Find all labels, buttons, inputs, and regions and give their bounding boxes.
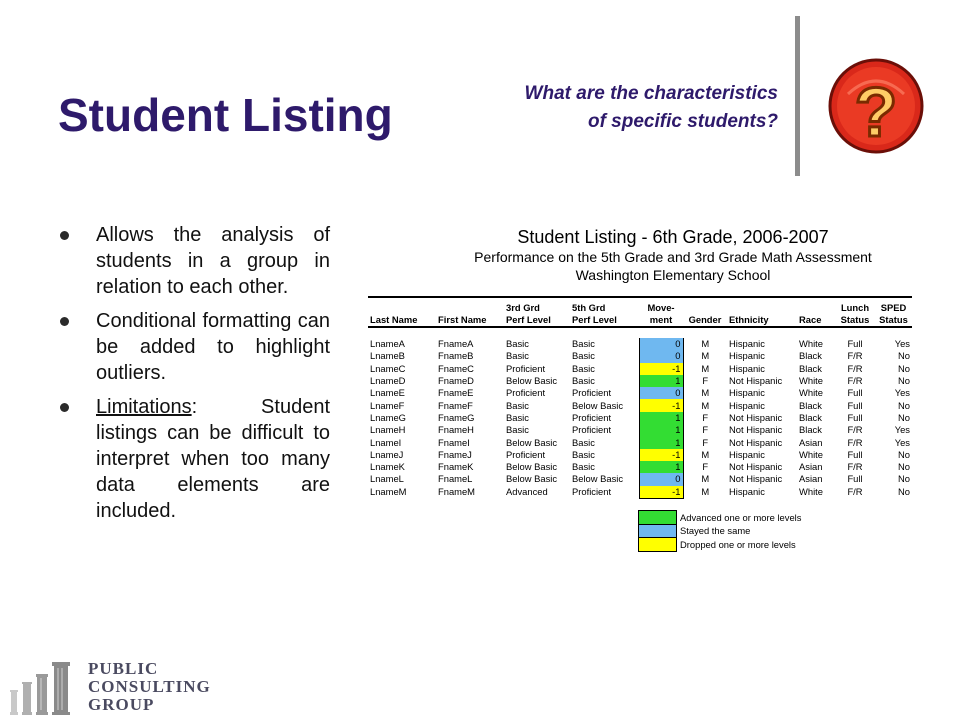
bullet-text: Conditional formatting can be added to highlight outliers. [96, 310, 330, 384]
cell-movement: 0 [639, 473, 683, 485]
cell-3rd-grade: Below Basic [506, 436, 558, 448]
cell-gender: F [702, 411, 709, 423]
cell-movement: -1 [639, 363, 683, 375]
cell-5th-grade: Basic [572, 362, 595, 374]
legend-label: Advanced one or more levels [680, 511, 802, 523]
legend-item [639, 524, 805, 538]
cell-gender: M [701, 338, 710, 350]
cell-last-name: LnameM [370, 485, 407, 497]
cell-last-name: LnameH [370, 424, 406, 436]
table-row [368, 387, 912, 399]
cell-gender: M [701, 399, 710, 411]
legend-item [639, 538, 805, 552]
cell-lunch: F/R [847, 461, 863, 473]
cell-last-name: LnameI [370, 436, 402, 448]
columns-logo-icon [10, 660, 82, 716]
cell-movement: -1 [639, 486, 683, 499]
cell-sped: No [898, 448, 910, 460]
bullet-item [58, 222, 330, 300]
cell-gender: F [702, 461, 709, 473]
cell-movement: 0 [639, 350, 683, 362]
cell-3rd-grade: Basic [506, 338, 529, 350]
divider [795, 16, 800, 176]
cell-gender: M [701, 362, 710, 374]
table-row [368, 375, 912, 387]
cell-movement: 1 [639, 375, 683, 387]
cell-ethnicity: Hispanic [729, 448, 765, 460]
cell-5th-grade: Proficient [572, 424, 612, 436]
cell-lunch: Full [847, 399, 863, 411]
bullet-list [58, 222, 330, 532]
cell-ethnicity: Hispanic [729, 338, 765, 350]
cell-sped: No [898, 350, 910, 362]
cell-race: Asian [799, 461, 823, 473]
table-row [368, 399, 912, 411]
cell-race: White [799, 338, 823, 350]
cell-lunch: F/R [847, 362, 863, 374]
cell-3rd-grade: Below Basic [506, 461, 558, 473]
report-subtitle-2: Washington Elementary School [575, 267, 771, 283]
question-glyph: ? [854, 73, 898, 151]
col-sped: SPED Status [875, 297, 912, 327]
cell-gender: F [702, 375, 709, 387]
cell-sped: No [898, 399, 910, 411]
cell-last-name: LnameE [370, 387, 405, 399]
col-3rd-grade: 3rd Grd Perf Level [504, 297, 570, 327]
cell-last-name: LnameD [370, 375, 406, 387]
cell-sped: Yes [894, 387, 910, 399]
legend-label: Dropped one or more levels [680, 538, 796, 550]
cell-3rd-grade: Proficient [506, 448, 546, 460]
cell-sped: No [898, 375, 910, 387]
limitations-label: Limitations [96, 396, 192, 418]
legend-label: Stayed the same [680, 525, 751, 537]
cell-last-name: LnameF [370, 399, 405, 411]
cell-lunch: F/R [847, 436, 863, 448]
cell-first-name: FnameE [438, 387, 474, 399]
legend-swatch [639, 524, 677, 538]
cell-race: Black [799, 411, 822, 423]
cell-lunch: Full [847, 387, 863, 399]
cell-race: Asian [799, 473, 823, 485]
cell-sped: No [898, 473, 910, 485]
cell-ethnicity: Hispanic [729, 399, 765, 411]
company-logo [10, 660, 220, 716]
legend-swatch [639, 511, 677, 525]
cell-3rd-grade: Basic [506, 411, 529, 423]
cell-lunch: F/R [847, 485, 863, 497]
cell-lunch: Full [847, 448, 863, 460]
col-gender: Gender [683, 297, 727, 327]
cell-5th-grade: Basic [572, 448, 595, 460]
cell-gender: M [701, 485, 710, 497]
cell-5th-grade: Basic [572, 461, 595, 473]
table-row [368, 338, 912, 350]
table-row [368, 486, 912, 499]
cell-movement: 0 [639, 338, 683, 350]
cell-gender: F [702, 436, 709, 448]
report-image [368, 226, 940, 499]
cell-ethnicity: Not Hispanic [729, 424, 783, 436]
col-lunch: Lunch Status [835, 297, 875, 327]
cell-movement: -1 [639, 449, 683, 461]
cell-3rd-grade: Advanced [506, 485, 548, 497]
cell-gender: M [701, 473, 710, 485]
cell-3rd-grade: Basic [506, 399, 529, 411]
cell-ethnicity: Not Hispanic [729, 473, 783, 485]
cell-lunch: Full [847, 338, 863, 350]
cell-lunch: Full [847, 411, 863, 423]
cell-first-name: FnameM [438, 485, 475, 497]
cell-race: Black [799, 424, 822, 436]
cell-last-name: LnameB [370, 350, 405, 362]
cell-gender: M [701, 448, 710, 460]
cell-sped: Yes [894, 338, 910, 350]
cell-first-name: FnameG [438, 411, 475, 423]
cell-first-name: FnameJ [438, 448, 472, 460]
cell-sped: Yes [894, 436, 910, 448]
cell-lunch: F/R [847, 375, 863, 387]
cell-first-name: FnameH [438, 424, 474, 436]
student-table [368, 296, 912, 499]
cell-last-name: LnameC [370, 362, 406, 374]
cell-first-name: FnameL [438, 473, 473, 485]
cell-race: Black [799, 362, 822, 374]
cell-5th-grade: Basic [572, 350, 595, 362]
cell-5th-grade: Basic [572, 375, 595, 387]
table-row [368, 461, 912, 473]
legend-swatch [639, 538, 677, 552]
cell-movement: -1 [639, 399, 683, 411]
cell-3rd-grade: Below Basic [506, 375, 558, 387]
cell-last-name: LnameL [370, 473, 404, 485]
table-row [368, 424, 912, 436]
cell-3rd-grade: Basic [506, 350, 529, 362]
col-last-name: Last Name [368, 297, 436, 327]
cell-first-name: FnameC [438, 362, 474, 374]
cell-3rd-grade: Proficient [506, 362, 546, 374]
cell-movement: 1 [639, 424, 683, 436]
bullet-text: Allows the analysis of students in a group in relation to each other. [96, 224, 330, 298]
bullet-item [58, 308, 330, 386]
cell-movement: 1 [639, 436, 683, 448]
cell-movement: 1 [639, 461, 683, 473]
page-title: Student Listing [58, 89, 393, 141]
cell-first-name: FnameD [438, 375, 474, 387]
cell-sped: No [898, 461, 910, 473]
cell-last-name: LnameJ [370, 448, 404, 460]
cell-race: White [799, 375, 823, 387]
table-row [368, 363, 912, 375]
cell-race: White [799, 485, 823, 497]
cell-ethnicity: Not Hispanic [729, 375, 783, 387]
table-row [368, 350, 912, 362]
cell-ethnicity: Not Hispanic [729, 411, 783, 423]
cell-first-name: FnameF [438, 399, 473, 411]
cell-lunch: F/R [847, 350, 863, 362]
report-subtitle-1: Performance on the 5th Grade and 3rd Grade Math Assessment [474, 249, 872, 265]
cell-last-name: LnameA [370, 338, 405, 350]
report-title: Student Listing - 6th Grade, 2006-2007 [517, 227, 829, 247]
cell-race: White [799, 448, 823, 460]
cell-ethnicity: Hispanic [729, 362, 765, 374]
cell-gender: M [701, 387, 710, 399]
cell-5th-grade: Basic [572, 338, 595, 350]
question-icon [826, 54, 926, 158]
cell-ethnicity: Hispanic [729, 350, 765, 362]
cell-ethnicity: Hispanic [729, 485, 765, 497]
question-line-2: of specific students? [587, 111, 778, 132]
cell-sped: No [898, 485, 910, 497]
cell-first-name: FnameI [438, 436, 470, 448]
cell-gender: M [701, 350, 710, 362]
cell-lunch: Full [847, 473, 863, 485]
cell-sped: No [898, 362, 910, 374]
col-5th-grade: 5th Grd Perf Level [570, 297, 639, 327]
cell-5th-grade: Proficient [572, 411, 612, 423]
bullet-text: : Student listings can be difficult to interpret when too many data elements are included. [96, 396, 330, 522]
cell-race: Black [799, 399, 822, 411]
table-row [368, 473, 912, 485]
cell-3rd-grade: Below Basic [506, 473, 558, 485]
cell-last-name: LnameK [370, 461, 405, 473]
logo-text: PUBLIC CONSULTING GROUP [88, 659, 211, 714]
cell-first-name: FnameB [438, 350, 474, 362]
cell-gender: F [702, 424, 709, 436]
table-row [368, 449, 912, 461]
cell-race: White [799, 387, 823, 399]
cell-5th-grade: Basic [572, 436, 595, 448]
cell-ethnicity: Not Hispanic [729, 461, 783, 473]
cell-5th-grade: Proficient [572, 485, 612, 497]
table-row [368, 436, 912, 448]
bullet-item [58, 394, 330, 524]
table-row [368, 412, 912, 424]
legend-item [639, 511, 805, 525]
cell-5th-grade: Below Basic [572, 473, 624, 485]
cell-movement: 0 [639, 387, 683, 399]
cell-3rd-grade: Proficient [506, 387, 546, 399]
col-ethnicity: Ethnicity [727, 297, 797, 327]
question-line-1: What are the characteristics [524, 83, 778, 104]
cell-race: Asian [799, 436, 823, 448]
col-first-name: First Name [436, 297, 504, 327]
col-movement: Move- ment [639, 297, 683, 327]
cell-lunch: F/R [847, 424, 863, 436]
table-header-row [368, 297, 912, 327]
col-race: Race [797, 297, 835, 327]
cell-first-name: FnameA [438, 338, 474, 350]
cell-ethnicity: Not Hispanic [729, 436, 783, 448]
cell-sped: No [898, 411, 910, 423]
cell-race: Black [799, 350, 822, 362]
cell-sped: Yes [894, 424, 910, 436]
cell-5th-grade: Below Basic [572, 399, 624, 411]
cell-last-name: LnameG [370, 411, 406, 423]
cell-5th-grade: Proficient [572, 387, 612, 399]
cell-movement: 1 [639, 412, 683, 424]
cell-first-name: FnameK [438, 461, 474, 473]
cell-ethnicity: Hispanic [729, 387, 765, 399]
legend [638, 510, 805, 552]
guiding-question [420, 80, 778, 136]
cell-3rd-grade: Basic [506, 424, 529, 436]
